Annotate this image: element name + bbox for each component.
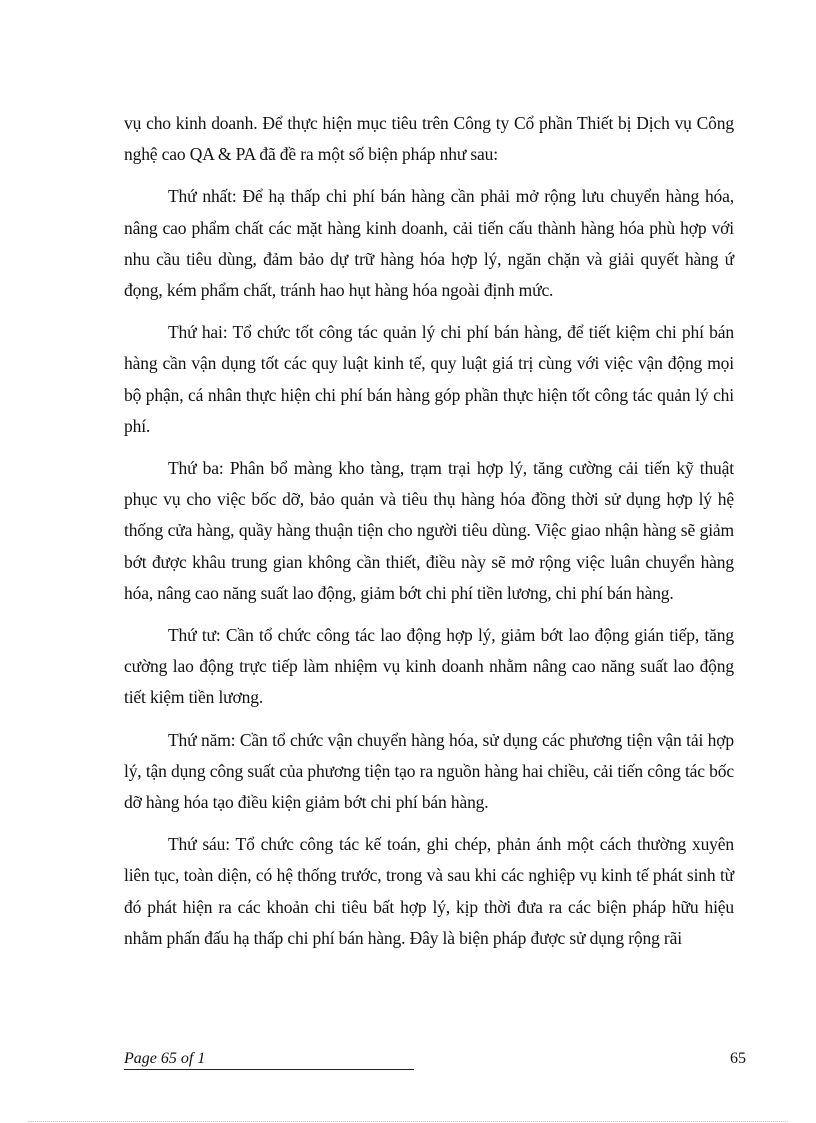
paragraph-thu-nam: Thứ năm: Cần tổ chức vận chuyển hàng hóa, sử dụng các phương tiện vận tải hợp lý, tận dụng công suất của phương tiện tạo ra nguồn hàng hai chiều, cải tiến công tác bốc dỡ hàng hóa tạo điều kiện giảm bớt chi phí bán hàng.	[124, 729, 734, 813]
paragraph-thu-nhat: Thứ nhất: Để hạ thấp chi phí bán hàng cần phải mở rộng lưu chuyển hàng hóa, nâng cao phẩm chất các mặt hàng kinh doanh, cải tiến cấu thành hàng hóa phù hợp với nhu cầu tiêu dùng, đảm bảo dự trữ hàng hóa hợp lý, ngăn chặn và giải quyết hàng ứ đọng, kém phẩm chất, tránh hao hụt hàng hóa ngoài định mức.	[124, 186, 734, 301]
paragraph-thu-hai: Thứ hai: Tổ chức tốt công tác quản lý chi phí bán hàng, để tiết kiệm chi phí bán hàng cần vận dụng tốt các quy luật kinh tế, quy luật giá trị cùng với việc vận động mọi bộ phận, cá nhân thực hiện chi phí bán hàng góp phần thực hiện tốt công tác quản lý chi phí.	[124, 322, 734, 436]
footer-page-label: Page 65 of 1	[124, 1050, 414, 1070]
footer-page-number: 65	[730, 1050, 746, 1067]
paragraph-intro: vụ cho kinh doanh. Để thực hiện mục tiêu trên Công ty Cổ phần Thiết bị Dịch vụ Công nghệ cao QA & PA đã đề ra một số biện pháp như sau:	[124, 113, 734, 165]
paragraph-thu-tu: Thứ tư: Cần tổ chức công tác lao động hợp lý, giảm bớt lao động gián tiếp, tăng cường lao động trực tiếp làm nhiệm vụ kinh doanh nhằm nâng cao năng suất lao động tiết kiệm tiền lương.	[124, 625, 734, 708]
bottom-dotted-divider	[28, 1121, 788, 1122]
body-text	[124, 108, 734, 965]
paragraph-thu-ba: Thứ ba: Phân bổ màng kho tàng, trạm trại hợp lý, tăng cường cải tiến kỹ thuật phục vụ cho việc bốc dỡ, bảo quản và tiêu thụ hàng hóa đồng thời sử dụng hợp lý hệ thống cửa hàng, quầy hàng thuận tiện cho người tiêu dùng. Việc giao nhận hàng sẽ giảm bớt được khâu trung gian không cần thiết, điều này sẽ mở rộng việc luân chuyển hàng hóa, nâng cao năng suất lao động, giảm bớt chi phí tiền lương, chi phí bán hàng.	[124, 458, 734, 603]
paragraph-thu-sau: Thứ sáu: Tổ chức công tác kế toán, ghi chép, phản ánh một cách thường xuyên liên tục, toàn diện, có hệ thống trước, trong và sau khi các nghiệp vụ kinh tế phát sinh từ đó phát hiện ra các khoản chi tiêu bất hợp lý, kịp thời đưa ra các biện pháp hữu hiệu nhằm phấn đấu hạ thấp chi phí bán hàng. Đây là biện pháp được sử dụng rộng rãi	[124, 834, 734, 948]
page-footer	[124, 1050, 746, 1074]
